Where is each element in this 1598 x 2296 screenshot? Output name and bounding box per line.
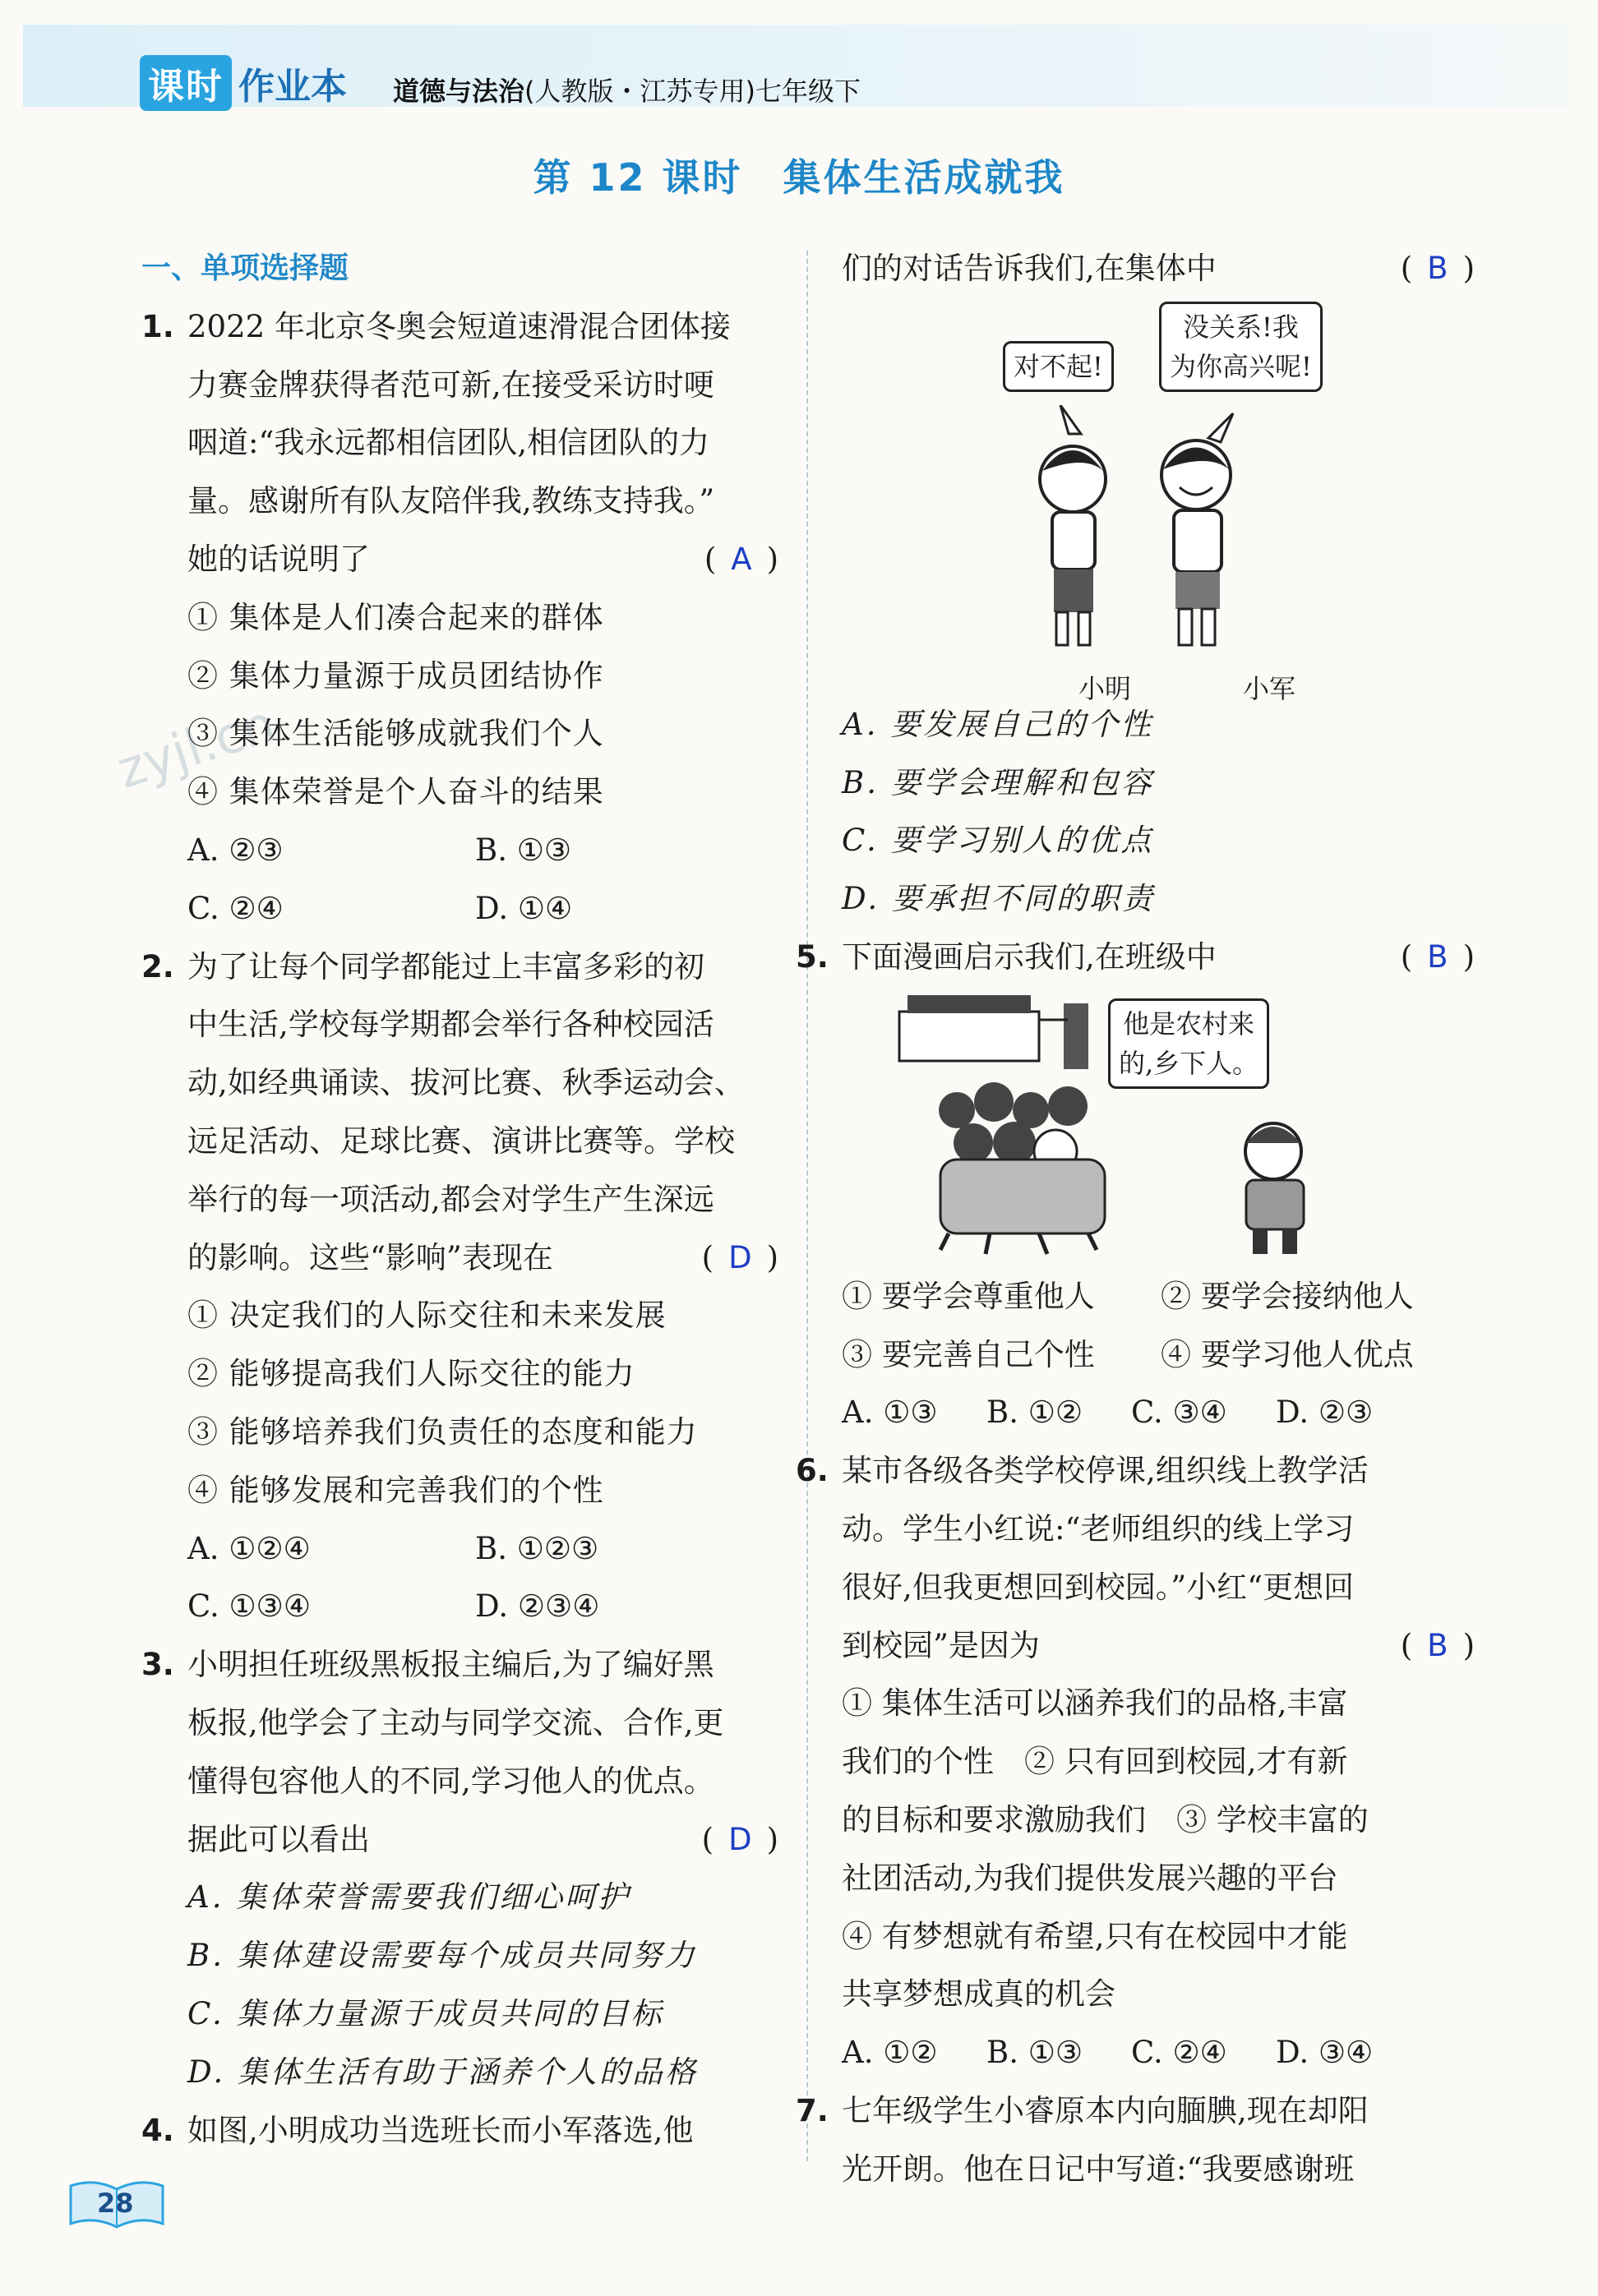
statements-row (796, 1268, 1475, 1326)
answer: D (728, 1239, 752, 1275)
question-6 (796, 1442, 1475, 2024)
right-column (796, 240, 1475, 2199)
logo-text: 作业本 (238, 66, 347, 108)
option: A. ②③ (187, 832, 284, 868)
option: A. ①② (842, 2035, 938, 2071)
statement: ③ 能够培养我们负责任的态度和能力 (187, 1413, 698, 1450)
option: A. 要发展自己的个性 (842, 706, 1154, 742)
statement-line: ④ 有梦想就有希望,只有在校园中才能 (842, 1918, 1348, 1954)
question-7 (796, 2082, 1475, 2199)
subject: 道德与法治 (393, 76, 525, 107)
statement: ② 集体力量源于成员团结协作 (187, 657, 604, 694)
question-1 (141, 298, 778, 589)
statement-line: 社团活动,为我们提供发展兴趣的平台 (842, 1860, 1338, 1896)
page-number-badge (67, 2179, 166, 2230)
option: A. ①②④ (187, 1530, 311, 1566)
answer-bracket: ( B ) (1400, 938, 1475, 975)
page-number: 28 (97, 2188, 134, 2219)
logo-box: 课时 (140, 55, 232, 111)
option: A. ①③ (842, 1395, 938, 1431)
answer: B (1427, 1627, 1448, 1663)
question-2 (141, 938, 778, 1288)
speech-bubble: 对不起! (1003, 341, 1114, 392)
option: B. ①③ (986, 2035, 1083, 2071)
option: B. 集体建设需要每个成员共同努力 (187, 1938, 697, 1974)
question-line: 动。学生小红说:“老师组织的线上学习 (842, 1510, 1355, 1547)
speech-bubble: 他是农村来 的,乡下人。 (1108, 998, 1269, 1089)
answer: A (731, 541, 752, 577)
statement-line: ① 集体生活可以涵养我们的品格,丰富 (842, 1685, 1348, 1722)
question-line: 板报,他学会了主动与同学交流、合作,更 (187, 1704, 724, 1740)
answer-bracket: ( B ) (1400, 1627, 1475, 1663)
question-line: 如图,小明成功当选班长而小军落选,他 (187, 2112, 694, 2148)
option: B. 要学会理解和包容 (842, 764, 1154, 800)
question-line: 的影响。这些“影响”表现在 ( D ) (187, 1229, 778, 1288)
option: D. ②③④ (475, 1588, 600, 1625)
option: C. 集体力量源于成员共同的目标 (187, 1995, 664, 2031)
question-line: 懂得包容他人的不同,学习他人的优点。 (187, 1763, 714, 1799)
question-number: 1. (141, 308, 174, 344)
name-label: 小军 (1243, 672, 1296, 704)
option: C. ①③④ (187, 1588, 312, 1625)
statement: ④ 集体荣誉是个人奋斗的结果 (187, 774, 604, 810)
question-5 (796, 929, 1475, 987)
watermark: zyjl.cn (109, 693, 283, 800)
question-line: 动,如经典诵读、拔河比赛、秋季运动会、 (187, 1065, 745, 1101)
statement: ① 决定我们的人际交往和未来发展 (187, 1298, 667, 1334)
question-line: 下面漫画启示我们,在班级中 ( B ) (842, 929, 1475, 987)
question-line: 们的对话告诉我们,在集体中 ( B ) (842, 240, 1475, 298)
question-line: 为了让每个同学都能过上丰富多彩的初 (187, 948, 704, 984)
speech-bubble: 没关系!我 为你高兴呢! (1159, 302, 1323, 392)
answer: B (1427, 938, 1448, 975)
statement: ② 能够提高我们人际交往的能力 (187, 1356, 635, 1392)
question-line: 据此可以看出 ( D ) (187, 1811, 778, 1870)
question-line: 2022 年北京冬奥会短道速滑混合团体接 (187, 308, 731, 344)
statement: ② 要学会接纳他人 (1161, 1278, 1414, 1314)
statement: ④ 能够发展和完善我们的个性 (187, 1472, 604, 1508)
question-number: 5. (796, 938, 829, 975)
option: D. 集体生活有助于涵养个人的品格 (187, 2054, 698, 2090)
section-title: 一、单项选择题 (141, 251, 349, 285)
answer-bracket: ( B ) (1400, 251, 1475, 286)
statement-line: 我们的个性 ② 只有回到校园,才有新 (842, 1744, 1348, 1780)
question-number: 7. (796, 2092, 829, 2128)
lesson-title: 第 12 课时 集体生活成就我 (533, 155, 1065, 200)
answer: B (1427, 251, 1448, 286)
cartoon-q5 (891, 987, 1475, 1268)
edition: (人教版・江苏专用)七年级下 (524, 76, 861, 107)
option: D. ③④ (1276, 2035, 1374, 2071)
question-number: 3. (141, 1647, 174, 1683)
book-logo (140, 58, 347, 108)
options-row (796, 1384, 1475, 1442)
statement-line: 的目标和要求激励我们 ③ 学校丰富的 (842, 1801, 1369, 1837)
answer-bracket: ( D ) (701, 1821, 778, 1857)
answer: D (728, 1821, 752, 1857)
option: C. ②④ (187, 890, 284, 926)
options-row (141, 880, 778, 938)
option: B. ①② (986, 1395, 1083, 1431)
question-line: 咽道:“我永远都相信团队,相信团队的力 (187, 425, 710, 461)
two-boys-illustration (1011, 405, 1274, 660)
question-line: 量。感谢所有队友陪伴我,教练支持我。” (187, 483, 715, 519)
question-line: 中生活,学校每学期都会举行各种校园活 (187, 1007, 714, 1043)
question-line: 到校园”是因为 ( B ) (842, 1617, 1475, 1676)
question-line: 远足活动、足球比赛、演讲比赛等。学校 (187, 1123, 735, 1159)
question-number: 4. (141, 2112, 174, 2148)
statement: ③ 集体生活能够成就我们个人 (187, 716, 604, 752)
statements-row (796, 1326, 1475, 1385)
option: B. ①②③ (475, 1530, 599, 1566)
option: D. ①④ (475, 890, 573, 926)
option: A. 集体荣誉需要我们细心呵护 (187, 1879, 631, 1916)
options-row (141, 1578, 778, 1636)
statement-line: 共享梦想成真的机会 (842, 1976, 1115, 2012)
question-line: 举行的每一项活动,都会对学生产生深远 (187, 1181, 714, 1217)
name-label: 小明 (1078, 672, 1132, 704)
answer-bracket: ( D ) (701, 1239, 778, 1275)
question-number: 2. (141, 948, 174, 984)
answer-bracket: ( A ) (704, 541, 778, 577)
option: C. 要学习别人的优点 (842, 823, 1154, 859)
options-row (796, 2024, 1475, 2082)
option: C. ③④ (1131, 1395, 1227, 1431)
question-number: 6. (796, 1453, 829, 1489)
options-row (141, 822, 778, 880)
options-row (141, 1520, 778, 1579)
question-line: 七年级学生小睿原本内向腼腆,现在却阳 (842, 2092, 1369, 2128)
statement: ④ 要学习他人优点 (1161, 1336, 1414, 1372)
statement: ① 要学会尊重他人 (842, 1278, 1095, 1314)
question-line: 某市各级各类学校停课,组织线上教学活 (842, 1453, 1369, 1489)
question-line: 很好,但我更想回到校园。”小红“更想回 (842, 1569, 1355, 1605)
question-line: 她的话说明了 ( A ) (187, 531, 778, 589)
statement: ③ 要完善自己个性 (842, 1336, 1095, 1372)
question-line: 力赛金牌获得者范可新,在接受采访时哽 (187, 367, 714, 403)
cartoon-q4 (888, 298, 1475, 704)
option: B. ①③ (475, 832, 572, 868)
question-line: 小明担任班级黑板报主编后,为了编好黑 (187, 1647, 714, 1683)
option: D. ②③ (1276, 1395, 1374, 1431)
statement: ① 集体是人们凑合起来的群体 (187, 599, 604, 635)
question-3 (141, 1636, 778, 1869)
book-title (393, 71, 861, 108)
question-4-cont (796, 240, 1475, 298)
left-column (141, 240, 778, 2160)
option: C. ②④ (1131, 2035, 1227, 2071)
option: D. 要承担不同的职责 (842, 881, 1155, 917)
question-4-start (141, 2102, 778, 2160)
question-line: 光开朗。他在日记中写道:“我要感谢班 (842, 2151, 1355, 2187)
